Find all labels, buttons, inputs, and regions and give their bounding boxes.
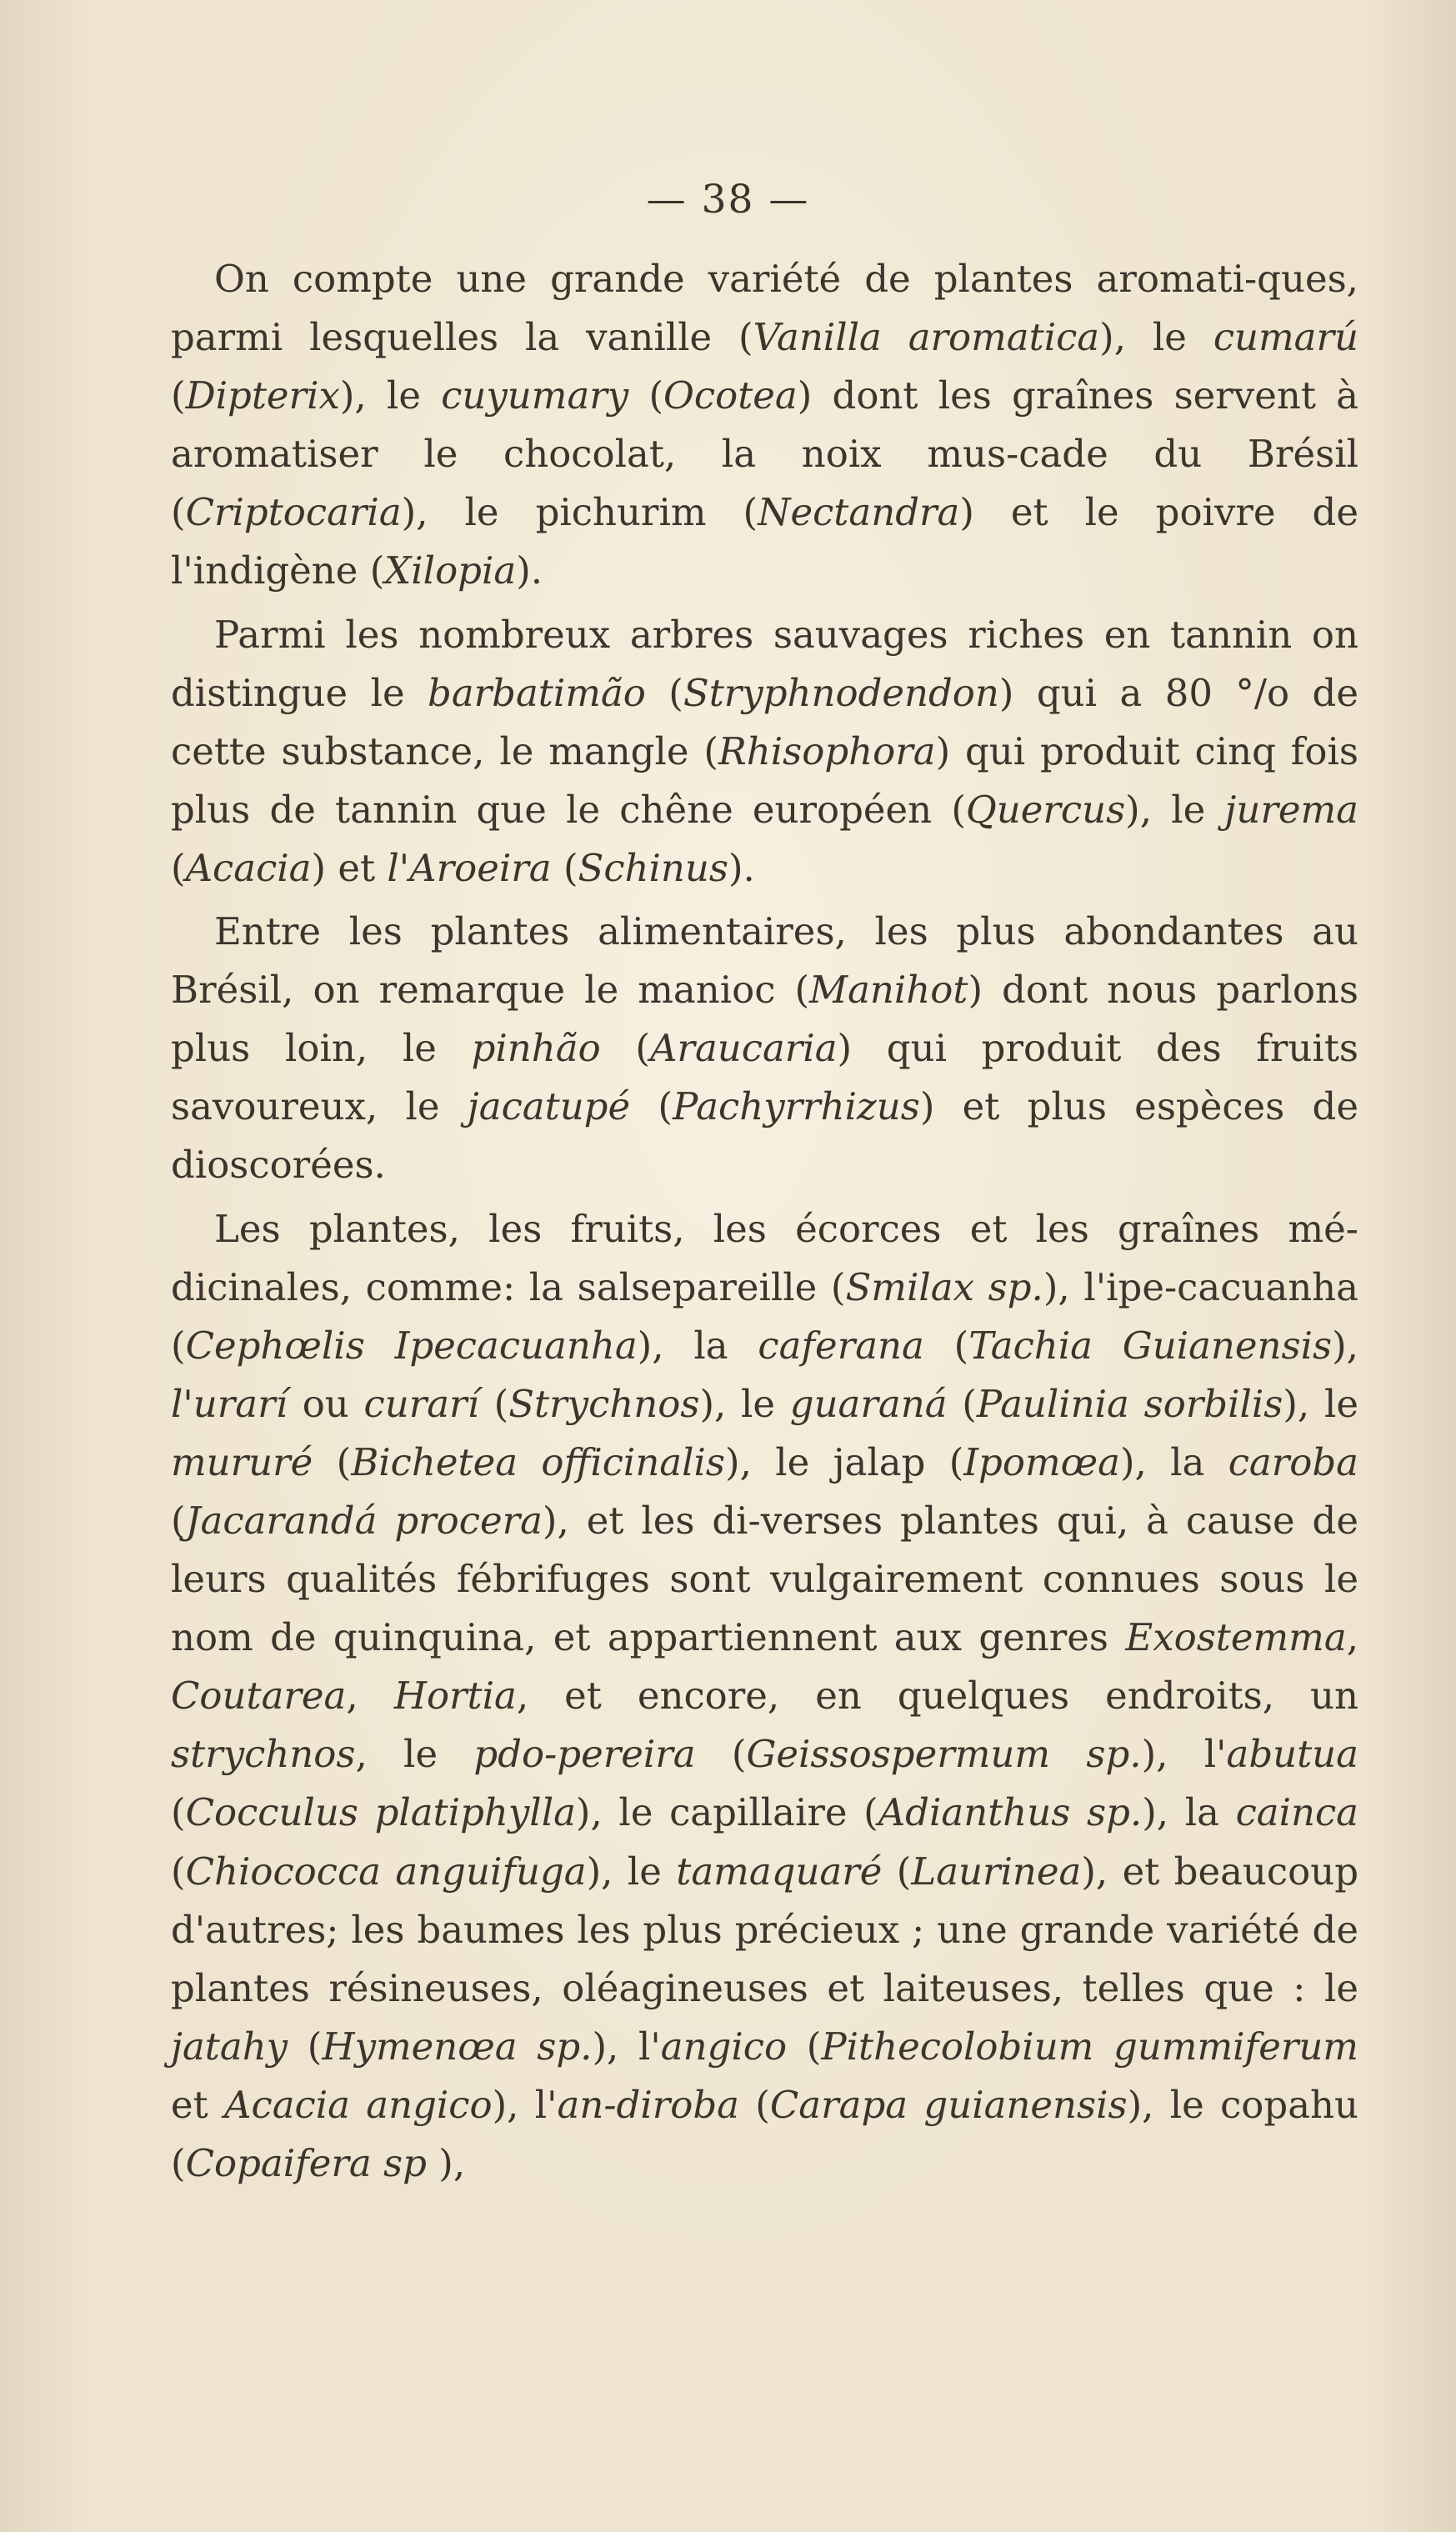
text-run: ), le copahu ( bbox=[171, 2082, 1358, 2185]
italic-term: Araucaria bbox=[649, 1026, 838, 1071]
text-run: ). bbox=[728, 845, 755, 890]
text-run: ( bbox=[551, 845, 578, 890]
text-run: ) dont les graînes servent à aromatiser le chocolat, la noix mus-cade du Brésil ( bbox=[171, 373, 1358, 535]
text-run: ), l'ipe-cacuanha ( bbox=[171, 1264, 1358, 1368]
italic-term: abutua bbox=[1226, 1732, 1358, 1777]
text-run: ( bbox=[695, 1732, 747, 1777]
italic-term: Acacia angico bbox=[224, 2082, 493, 2127]
text-run: Parmi les nombreux arbres sauvages riches en tannin on distingue le bbox=[171, 612, 1358, 715]
italic-term: Hymenœa sp. bbox=[322, 2024, 593, 2069]
text-run: ), bbox=[1332, 1323, 1358, 1368]
italic-term: Smilax sp. bbox=[845, 1264, 1043, 1309]
text-run: ( bbox=[600, 1026, 650, 1071]
italic-term: Laurinea bbox=[911, 1849, 1082, 1894]
text-run: ( bbox=[288, 2024, 323, 2069]
italic-term: cumarú bbox=[1213, 315, 1358, 360]
italic-term: Quercus bbox=[965, 787, 1126, 832]
text-run: ) et plus espèces de dioscorées. bbox=[171, 1084, 1358, 1188]
italic-term: caferana bbox=[758, 1323, 924, 1368]
italic-term: Ocotea bbox=[663, 373, 798, 418]
text-run: ( bbox=[313, 1439, 352, 1484]
italic-term: strychnos bbox=[171, 1732, 356, 1777]
italic-term: Schinus bbox=[578, 845, 728, 890]
italic-term: Chiococca anguifuga bbox=[185, 1849, 587, 1894]
text-run: Entre les plantes alimentaires, les plus abondantes au Brésil, on remarque le manioc ( bbox=[171, 909, 1358, 1013]
italic-term: jurema bbox=[1224, 787, 1358, 832]
text-run: , bbox=[346, 1674, 394, 1719]
italic-term: Stryphnodendon bbox=[683, 670, 999, 715]
text-run: ( bbox=[171, 1849, 186, 1894]
text-run: ), et beaucoup d'autres; les baumes les plus précieux ; une grande variété de plantes résineuses, oléagineuses et laiteuses, telles que : le bbox=[171, 1849, 1358, 2010]
text-run: ). bbox=[516, 548, 543, 593]
text-run: , le bbox=[355, 1732, 474, 1777]
text-run: et bbox=[171, 2082, 225, 2127]
italic-term: jatahy bbox=[171, 2024, 288, 2069]
text-run: ( bbox=[947, 1381, 977, 1426]
text-run: ), le bbox=[586, 1849, 677, 1894]
text-run: ( bbox=[478, 1381, 509, 1426]
text-run: ), l' bbox=[592, 2024, 661, 2069]
italic-term: l'Aroeira bbox=[387, 845, 552, 890]
text-run: ( bbox=[882, 1849, 912, 1894]
text-run: ), bbox=[426, 2141, 466, 2185]
italic-term: Tachia Guianensis bbox=[968, 1323, 1333, 1368]
italic-term: caroba bbox=[1228, 1439, 1358, 1484]
italic-term: Geissospermum sp. bbox=[746, 1732, 1142, 1777]
italic-term: Jacarandá procera bbox=[185, 1498, 543, 1543]
italic-term: Cephœlis Ipecacuanha bbox=[185, 1323, 638, 1368]
paragraph-aromatic-plants bbox=[171, 250, 1358, 601]
paragraph-food-plants bbox=[171, 903, 1358, 1194]
text-run: ), le bbox=[1283, 1381, 1358, 1426]
italic-term: pinhão bbox=[471, 1026, 601, 1071]
italic-term: Coutarea bbox=[171, 1674, 347, 1719]
italic-term: Nectandra bbox=[758, 490, 960, 535]
italic-term: jacatupé bbox=[467, 1084, 631, 1129]
italic-term: curarí bbox=[363, 1381, 479, 1426]
italic-term: Paulinia sorbilis bbox=[976, 1381, 1283, 1426]
text-run: ( bbox=[628, 373, 664, 418]
italic-term: Dipterix bbox=[185, 373, 340, 418]
italic-term: Xilopia bbox=[384, 548, 517, 593]
italic-term: Exostemma bbox=[1125, 1615, 1347, 1660]
body-text bbox=[171, 250, 1358, 2193]
text-run: ), et les di-verses plantes qui, à cause de leurs qualités fébrifuges sont vulgairement connues sous le nom de quinquina, et appartiennent aux genres bbox=[171, 1498, 1358, 1660]
italic-term: Ipomœa bbox=[963, 1439, 1120, 1484]
text-run: ), le jalap ( bbox=[725, 1439, 964, 1484]
text-run: ), l' bbox=[1141, 1732, 1227, 1777]
italic-term: Pithecolobium gummiferum bbox=[821, 2024, 1358, 2069]
text-run: ) et le poivre de l'indigène ( bbox=[171, 490, 1358, 593]
text-run: ) qui produit cinq fois plus de tannin que le chêne européen ( bbox=[171, 728, 1358, 832]
text-run: ) qui a 80 °/o de cette substance, le mangle ( bbox=[171, 670, 1358, 773]
italic-term: angico bbox=[660, 2024, 788, 2069]
italic-term: barbatimão bbox=[428, 670, 646, 715]
text-run: ( bbox=[787, 2024, 822, 2069]
text-run: , bbox=[1346, 1615, 1358, 1660]
text-run: ( bbox=[171, 1790, 186, 1835]
text-run: ( bbox=[738, 2082, 770, 2127]
italic-term: Vanilla aromatica bbox=[753, 315, 1100, 360]
text-run: ) et bbox=[311, 845, 388, 890]
italic-term: Hortia bbox=[393, 1674, 517, 1719]
text-run: ), l' bbox=[492, 2082, 558, 2127]
text-run: ( bbox=[171, 1498, 186, 1543]
italic-term: guaraná bbox=[789, 1381, 948, 1426]
italic-term: cuyumary bbox=[441, 373, 629, 418]
italic-term: cainca bbox=[1235, 1790, 1358, 1835]
paragraph-medicinal-plants bbox=[171, 1200, 1358, 2194]
text-run: ), la bbox=[637, 1323, 758, 1368]
text-run: ( bbox=[645, 670, 683, 715]
text-run: ( bbox=[171, 845, 186, 890]
text-run: ( bbox=[171, 373, 186, 418]
italic-term: Criptocaria bbox=[185, 490, 402, 535]
page-number: — 38 — bbox=[646, 177, 810, 223]
text-run: , et encore, en quelques endroits, un bbox=[516, 1674, 1359, 1719]
italic-term: pdo-pereira bbox=[473, 1732, 696, 1777]
italic-term: mururé bbox=[171, 1439, 313, 1484]
text-run: ou bbox=[288, 1381, 364, 1426]
italic-term: Pachyrrhizus bbox=[672, 1084, 920, 1129]
italic-term: Rhisophora bbox=[718, 728, 936, 773]
text-run: On compte une grande variété de plantes aromati-ques, parmi lesquelles la vanille ( bbox=[171, 257, 1358, 360]
text-run: ( bbox=[923, 1323, 969, 1368]
text-run: ), la bbox=[1119, 1439, 1228, 1484]
italic-term: Carapa guianensis bbox=[769, 2082, 1128, 2127]
text-run: Les plantes, les fruits, les écorces et les graînes mé-dicinales, comme: la salsepareille ( bbox=[171, 1206, 1358, 1309]
text-run: ( bbox=[630, 1084, 673, 1129]
text-run: ), la bbox=[1142, 1790, 1236, 1835]
text-run: ) qui produit des fruits savoureux, le bbox=[171, 1026, 1358, 1129]
text-run: ), le bbox=[339, 373, 442, 418]
italic-term: Strychnos bbox=[508, 1381, 700, 1426]
text-run: ) dont nous parlons plus loin, le bbox=[171, 968, 1358, 1071]
italic-term: Copaifera sp bbox=[185, 2141, 427, 2185]
italic-term: tamaquaré bbox=[676, 1849, 883, 1894]
paragraph-tannin-trees bbox=[171, 606, 1358, 898]
italic-term: Cocculus platiphylla bbox=[185, 1790, 576, 1835]
italic-term: Acacia bbox=[185, 845, 312, 890]
italic-term: an-diroba bbox=[557, 2082, 739, 2127]
italic-term: Bichetea officinalis bbox=[351, 1439, 726, 1484]
italic-term: l'urarí bbox=[171, 1381, 288, 1426]
text-run: ), le bbox=[1099, 315, 1213, 360]
text-run: ), le pichurim ( bbox=[401, 490, 758, 535]
italic-term: Adianthus sp. bbox=[878, 1790, 1143, 1835]
text-run: ), le capillaire ( bbox=[575, 1790, 878, 1835]
italic-term: Manihot bbox=[809, 968, 968, 1013]
text-run: ), le bbox=[1125, 787, 1225, 832]
text-run: ), le bbox=[699, 1381, 790, 1426]
